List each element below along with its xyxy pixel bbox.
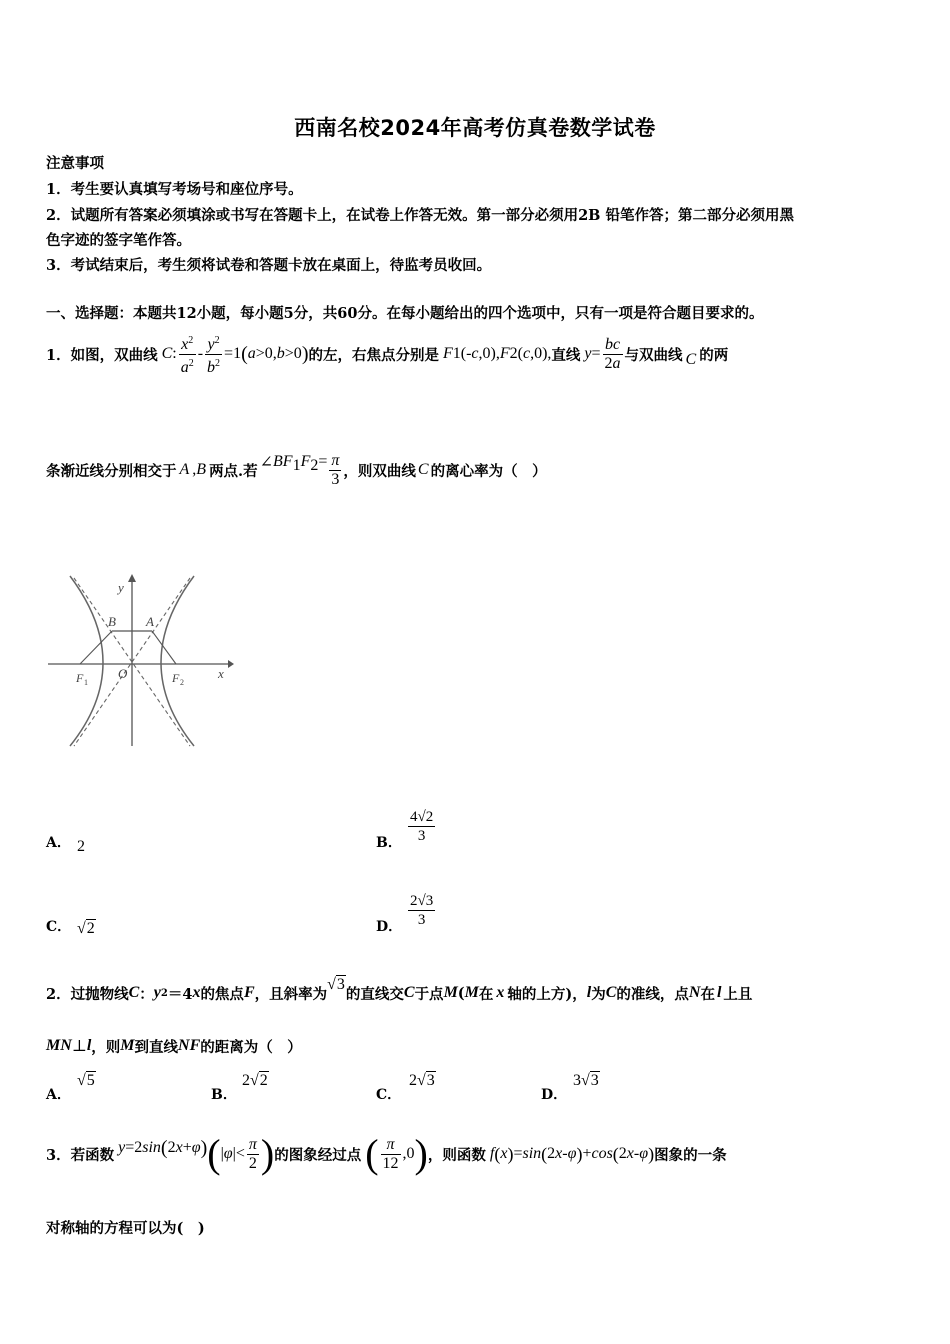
q2-option-b-label[interactable]: B． xyxy=(211,1087,237,1103)
q1-option-d-num: 2√3 xyxy=(410,893,434,909)
q1-option-c-label[interactable]: C． xyxy=(46,919,72,935)
q1-option-b-den: 3 xyxy=(417,828,426,844)
q2-is: 为 xyxy=(591,985,606,1003)
q2-then: ，则 xyxy=(91,1038,121,1056)
label-b: B xyxy=(108,614,116,629)
q1-option-b-num: 4√2 xyxy=(410,809,434,825)
q2-c: C xyxy=(128,984,140,1001)
label-a: A xyxy=(146,614,154,629)
q2-to-line: 到直线 xyxy=(134,1038,179,1056)
q2-in: 在 xyxy=(478,985,494,1003)
q1-option-a-value: 2 xyxy=(77,838,85,855)
q1-option-d-label[interactable]: D． xyxy=(376,919,403,935)
q2-focus: 的焦点 xyxy=(200,985,244,1003)
q1-with-text: 与双曲线 xyxy=(624,346,683,364)
q3-prefix: 3．若函数 xyxy=(46,1146,115,1164)
section-1-heading: 一、选择题：本题共12小题，每小题5分，共60分。在每小题给出的四个选项中，只有一项是符合题目要求的。 xyxy=(46,305,764,322)
y-axis-arrow xyxy=(128,574,136,582)
q3-then-function: ，则函数 xyxy=(427,1146,486,1164)
q2-option-c-label[interactable]: C． xyxy=(376,1087,402,1103)
line-f1-b xyxy=(80,631,112,664)
notice-heading: 注意事项 xyxy=(46,155,104,172)
q2-directrix: 的准线，点 xyxy=(616,985,689,1003)
label-x: x xyxy=(218,666,224,681)
question-3-line-2: 对称轴的方程可以为( ) xyxy=(46,1220,205,1237)
q1-option-a-label[interactable]: A． xyxy=(46,835,71,851)
q1-two-text: 的两 xyxy=(699,346,729,364)
notice-item-2-line1: 2．试题所有答案必须填涂或书写在答题卡上，在试卷上作答无效。第一部分必须用2B 铅笔作答；第二部分必须用黑 xyxy=(46,207,794,224)
q2-above-axis: 轴的上方)， xyxy=(507,985,587,1003)
q2-m: M xyxy=(443,984,458,1001)
label-origin: O xyxy=(118,666,128,681)
q2-option-b-value: 2√2 xyxy=(242,1072,268,1089)
page-title: 西南名校2024年高考仿真卷数学试卷 xyxy=(294,116,656,140)
q2-option-d-value: 3√3 xyxy=(573,1072,599,1089)
q1-line2-part-c: ，则双曲线 xyxy=(343,462,416,480)
q2-eq4: ＝4 xyxy=(167,985,193,1003)
label-f2-sub: 2 xyxy=(180,678,184,687)
q3-graph-text: 的图象经过点 xyxy=(274,1146,362,1164)
q2-x: x xyxy=(192,984,201,1001)
question-3-line-1: 3．若函数 y =2 sin ( 2 x + φ ) ( | φ |< $\frac{\pi}{2}$ ) 的图象经过点 ( $\frac{\pi}{12}$ ,0 ) ，则函数 f ( x ) = sin ( 2 x - φ ) + cos ( 2 x - φ ) 图象的一条 xyxy=(46,1131,727,1176)
q1-option-c-value: √2 xyxy=(77,920,95,937)
q2-option-a-label[interactable]: A． xyxy=(46,1087,71,1103)
q1-line-text: 直线 xyxy=(551,346,581,364)
q2-option-c-radicand: 3 xyxy=(426,1072,435,1089)
q2-f: F xyxy=(243,984,255,1001)
q2-paren: ( xyxy=(457,984,465,1002)
q2-option-b-radicand: 2 xyxy=(259,1072,268,1089)
hyperbola-left-branch xyxy=(70,576,103,746)
hyperbola-figure xyxy=(46,570,236,750)
q2-perp: ⊥ xyxy=(71,1038,87,1055)
q2-text-a: 2．过抛物线 xyxy=(46,985,129,1003)
q1-line2-part-a: 条渐近线分别相交于 xyxy=(46,462,177,480)
q2-option-a-radicand: 5 xyxy=(86,1072,95,1089)
q1-option-c-radicand: 2 xyxy=(86,920,95,937)
label-y: y xyxy=(118,580,124,595)
q1-prefix: 1．如图，双曲线 xyxy=(46,346,158,364)
q2-n: N xyxy=(688,984,701,1001)
q2-line-intersects: 的直线交 xyxy=(345,985,404,1003)
q1-option-b-value xyxy=(406,808,437,845)
q2-mn: MN xyxy=(46,1037,72,1054)
q1-line2-part-d: 的离心率为（ ） xyxy=(430,462,547,480)
notice-item-1: 1．考生要认真填写考场号和座位序号。 xyxy=(46,181,303,198)
question-2-line-1: 2．过抛物线 C ： y 2 ＝4 x 的焦点 F ，且斜率为 √3 的直线交 C 于点 M ( M 在 x 轴的上方)， l 为 C 的准线，点 N 在 l 上且 xyxy=(46,976,753,1003)
q1-foci-text: 的左，右焦点分别是 xyxy=(308,346,439,364)
hyperbola-right-branch xyxy=(161,576,194,746)
q2-colon: ： xyxy=(139,985,154,1003)
q2-option-d-coef: 3 xyxy=(573,1072,581,1089)
q2-option-d-radicand: 3 xyxy=(590,1072,599,1089)
q2-at-point: 于点 xyxy=(414,985,444,1003)
label-f1-sub: 1 xyxy=(84,678,88,687)
label-f2: F xyxy=(172,671,180,685)
notice-item-2-line2: 色字迹的签字笔作答。 xyxy=(46,232,191,249)
question-1-line-2: 条渐近线分别相交于 A , B 两点.若 ∠ BF $_1$ F $_2$ = $\frac{\pi}{3}$ ，则双曲线 C 的离心率为（ ） xyxy=(46,451,547,488)
q2-option-c-value: 2√3 xyxy=(409,1072,435,1089)
q2-option-c-coef: 2 xyxy=(409,1072,417,1089)
q2-on: 在 xyxy=(700,985,715,1003)
label-f1: F xyxy=(76,671,84,685)
q2-nf: NF xyxy=(178,1037,201,1054)
q2-option-a-value: √5 xyxy=(77,1072,95,1089)
q1-option-d-value xyxy=(406,892,437,929)
q1-option-b-label[interactable]: B． xyxy=(376,835,402,851)
q2-option-d-label[interactable]: D． xyxy=(541,1087,568,1103)
q1-option-d-den: 3 xyxy=(417,912,426,928)
q1-line2-part-b: 两点.若 xyxy=(209,462,258,480)
q2-distance: 的距离为（ ） xyxy=(200,1038,302,1056)
q2-option-b-coef: 2 xyxy=(242,1072,250,1089)
q2-exp: 2 xyxy=(160,987,168,999)
q2-y: y xyxy=(153,984,161,1001)
question-2-line-2: MN ⊥ l ，则 M 到直线 NF 的距离为（ ） xyxy=(46,1037,302,1056)
q2-slope: ，且斜率为 xyxy=(254,985,328,1003)
x-axis-arrow xyxy=(228,660,234,668)
q2-l: l xyxy=(586,984,592,1001)
q2-and: 上且 xyxy=(723,985,753,1003)
notice-item-3: 3．考试结束后，考生须将试卷和答题卡放在桌面上，待监考员收回。 xyxy=(46,257,492,274)
question-1-line-1: 1．如图，双曲线 C : $\frac{x^2}{a^2}$ - $\frac{y^2}{b^2}$ =1 ( a >0, b >0 ) 的左，右焦点分别是 F 1 ( - c ,0), F 2 ( c ,0), 直线 y = $\frac{bc}{2a}$ 与双曲线 C 的两 xyxy=(46,330,728,378)
q3-axis-text: 图象的一条 xyxy=(654,1146,727,1164)
